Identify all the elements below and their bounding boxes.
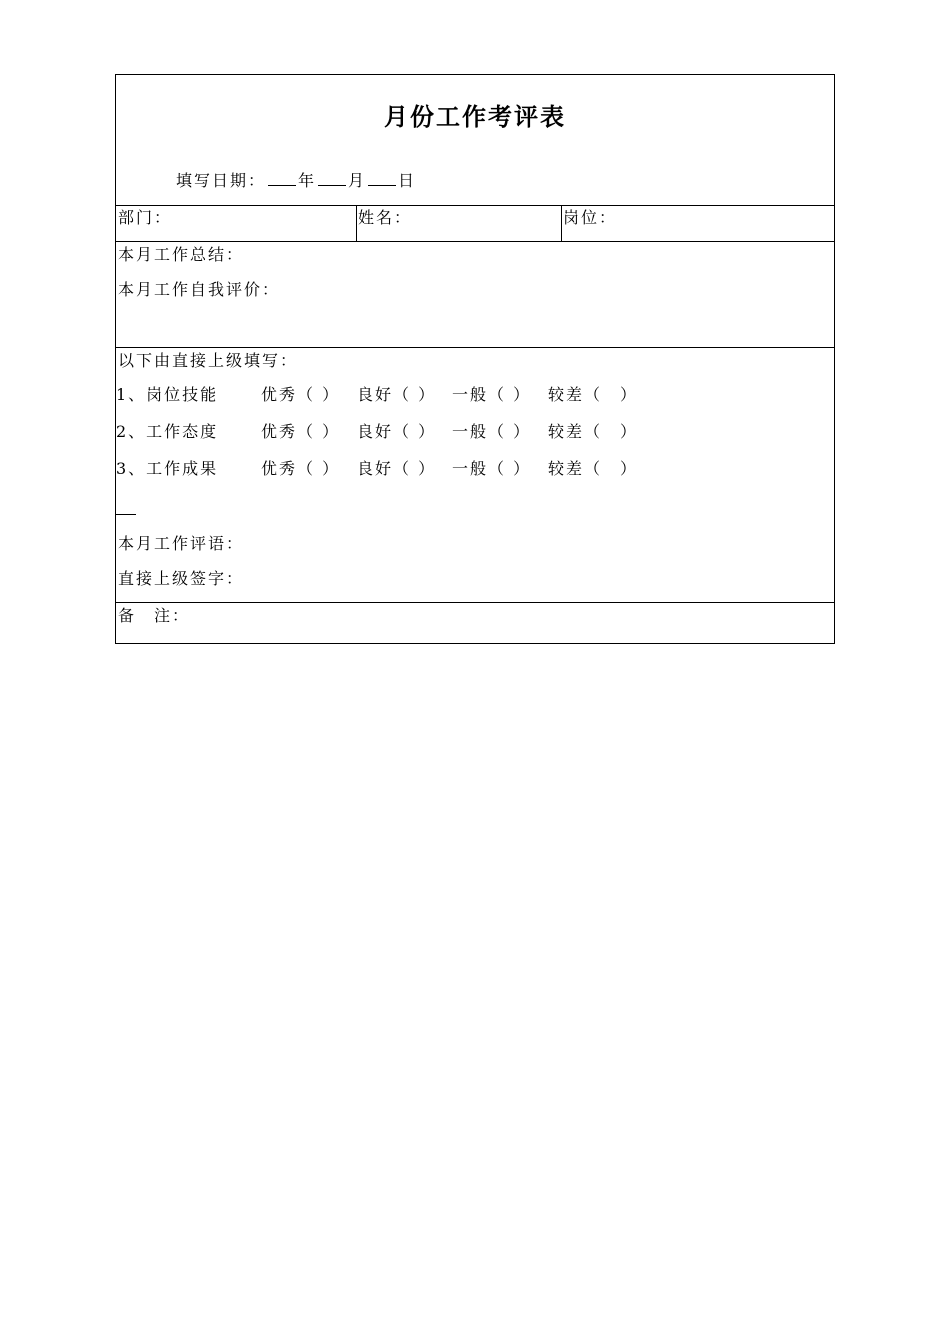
self-evaluation-field[interactable]: 本月工作自我评价： <box>118 280 281 299</box>
monthly-summary-field[interactable]: 本月工作总结： <box>118 245 245 264</box>
divider-info-bottom <box>116 241 834 242</box>
rating-option[interactable]: 一般（ ） <box>452 385 532 404</box>
month-blank[interactable] <box>318 171 346 186</box>
divider-self-bottom <box>116 347 834 348</box>
rating-option[interactable]: 良好（ ） <box>357 459 437 478</box>
date-line <box>176 171 416 191</box>
date-label: 填写日期： <box>176 171 267 190</box>
divider-info-top <box>116 205 834 206</box>
position-field[interactable]: 岗位： <box>563 208 618 227</box>
supervisor-signature-field[interactable]: 直接上级签字： <box>118 569 245 588</box>
name-field[interactable]: 姓名： <box>358 208 413 227</box>
rating-option[interactable]: 良好（ ） <box>357 422 437 441</box>
supervisor-header: 以下由直接上级填写： <box>118 351 299 370</box>
rating-option[interactable]: 优秀（ ） <box>261 422 341 441</box>
rating-option[interactable]: 较差（ ） <box>548 422 639 441</box>
divider-supervisor-bottom <box>116 602 834 603</box>
department-field[interactable]: 部门： <box>118 208 173 227</box>
day-label: 日 <box>398 171 417 190</box>
criteria-label-attitude: 2、工作态度 <box>116 422 219 441</box>
rating-option[interactable]: 良好（ ） <box>357 385 437 404</box>
year-label: 年 <box>298 171 317 190</box>
rating-option[interactable]: 一般（ ） <box>452 422 532 441</box>
rating-option[interactable]: 较差（ ） <box>548 385 639 404</box>
rating-option[interactable]: 一般（ ） <box>452 459 532 478</box>
evaluation-form <box>115 74 835 644</box>
divider-info-col2 <box>561 205 562 241</box>
day-blank[interactable] <box>368 171 396 186</box>
divider-info-col1 <box>356 205 357 241</box>
criteria-label-skills: 1、岗位技能 <box>116 385 219 404</box>
criteria-label-results: 3、工作成果 <box>116 459 219 478</box>
month-label: 月 <box>348 171 367 190</box>
remarks-field[interactable]: 备 注： <box>118 606 191 625</box>
monthly-comment-field[interactable]: 本月工作评语： <box>118 534 245 553</box>
year-blank[interactable] <box>268 171 296 186</box>
short-underline <box>116 514 136 515</box>
form-title: 月份工作考评表 <box>384 102 566 131</box>
rating-option[interactable]: 较差（ ） <box>548 459 639 478</box>
rating-option[interactable]: 优秀（ ） <box>261 459 341 478</box>
rating-option[interactable]: 优秀（ ） <box>261 385 341 404</box>
